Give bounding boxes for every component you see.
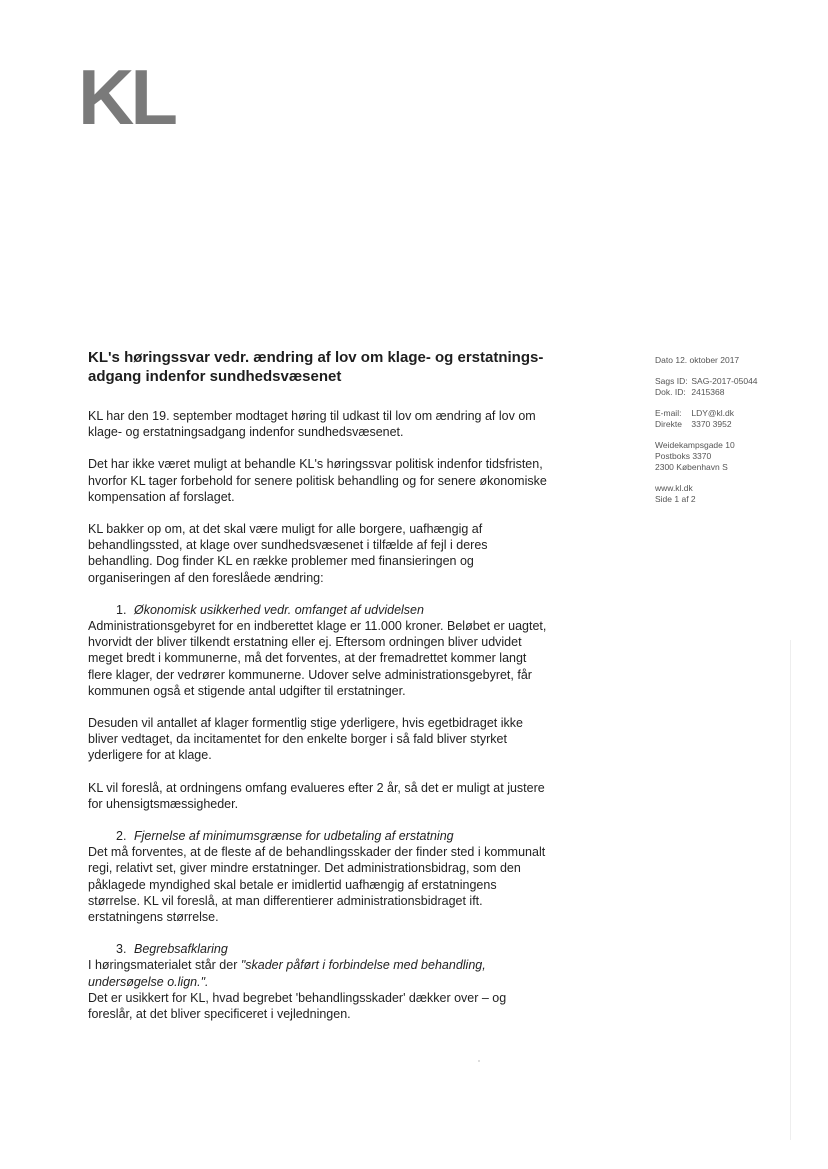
page-title: KL's høringssvar vedr. ændring af lov om klage- og erstatnings-adgang indenfor sundhedsvæsenet	[88, 349, 544, 385]
scan-edge-line	[790, 640, 791, 1140]
date-value: 12. oktober 2017	[675, 355, 740, 365]
sags-label: Sags ID:	[655, 376, 688, 386]
case-block	[655, 376, 795, 398]
address-block	[655, 440, 795, 473]
item-3-heading	[88, 941, 548, 957]
paragraph-intro: KL har den 19. september modtaget høring til udkast til lov om ændring af lov om klage- og erstatningsadgang indenfor sundhedsvæsenet.	[88, 409, 536, 440]
item-3-intro: I høringsmaterialet står der	[88, 958, 241, 973]
paragraph-increase: Desuden vil antallet af klager formentlig stige yderligere, hvis egetbidraget ikke bliver vedtaget, da incitamentet for den enkelte borger i så fald bliver styrket yderligere for at klage.	[88, 716, 523, 763]
website: www.kl.dk	[655, 483, 693, 493]
item-1-number: 1.	[116, 602, 127, 617]
item-2-heading	[88, 828, 548, 844]
dok-label: Dok. ID:	[655, 387, 686, 397]
item-2-number: 2.	[116, 829, 127, 844]
item-3-title: Begrebsafklaring	[134, 942, 228, 957]
email-value: LDY@kl.dk	[691, 408, 735, 418]
contact-block	[655, 408, 795, 430]
kl-logo: KL	[78, 53, 174, 141]
item-1-body: Administrationsgebyret for en indberettet klage er 11.000 kroner. Beløbet er uagtet, hvorvidt der bliver tilkendt erstatning eller ej. Eftersom ordningen bliver udvidet meget bredt i kommunerne, må det forventes, at der fremadrettet kommer langt flere klager, der vedrører kommunerne. Udover selve administrationsgebyret, får kommunen også et stigende antal udgifter til erstatninger.	[88, 619, 547, 698]
direkte-value: 3370 3952	[691, 419, 732, 429]
scan-speck	[478, 1060, 480, 1062]
web-block	[655, 483, 795, 505]
paragraph-evaluation: KL vil foreslå, at ordningens omfang evalueres efter 2 år, så det er muligt at justere for uhensigtsmæssigheder.	[88, 780, 545, 811]
address-line-3: 2300 København S	[655, 462, 728, 472]
paragraph-deadline: Det har ikke været muligt at behandle KL's høringssvar politisk indenfor tidsfristen, hvorfor KL tager forbehold for senere politisk behandling og for senere økonomiske kompensation af forslaget.	[88, 457, 547, 504]
item-3-quote: "skader påført i forbindelse med behandling, undersøgelse o.lign.".	[88, 958, 486, 989]
date-label: Dato	[655, 355, 673, 365]
paragraph-support: KL bakker op om, at det skal være muligt for alle borgere, uafhængig af behandlingssted, at klage over sundhedsvæsenet i tilfælde af fejl i deres behandling. Dog finder KL en række problemer med finansieringen og organiseringen af den foreslåede ændring:	[88, 522, 488, 585]
item-3-number: 3.	[116, 942, 127, 957]
direkte-label: Direkte	[655, 419, 682, 429]
dok-value: 2415368	[691, 387, 725, 397]
page-number: Side 1 af 2	[655, 494, 696, 504]
date-block	[655, 355, 795, 366]
letter-sidebar	[655, 355, 795, 515]
item-3-body	[88, 957, 548, 989]
sags-value: SAG-2017-05044	[691, 376, 758, 386]
item-2-title: Fjernelse af minimumsgrænse for udbetaling af erstatning	[134, 829, 454, 844]
item-3-conclusion: Det er usikkert for KL, hvad begrebet 'behandlingsskader' dækker over – og foreslår, at det bliver specificeret i vejledningen.	[88, 990, 507, 1022]
item-1-heading	[88, 602, 548, 618]
item-2-body: Det må forventes, at de fleste af de behandlingsskader der finder sted i kommunalt regi, relativt set, giver mindre erstatninger. Det administrationsbidrag, som den påklagede myndighed skal betale er imidlertid uafhængig af erstatningens størrelse. KL vil foreslå, at man differentierer administrationsbidraget ift. erstatningens størrelse.	[88, 845, 546, 925]
item-1-title: Økonomisk usikkerhed vedr. omfanget af udvidelsen	[134, 602, 424, 617]
address-line-2: Postboks 3370	[655, 451, 712, 461]
email-label: E-mail:	[655, 408, 682, 418]
letter-body	[88, 348, 548, 1038]
address-line-1: Weidekampsgade 10	[655, 440, 735, 450]
